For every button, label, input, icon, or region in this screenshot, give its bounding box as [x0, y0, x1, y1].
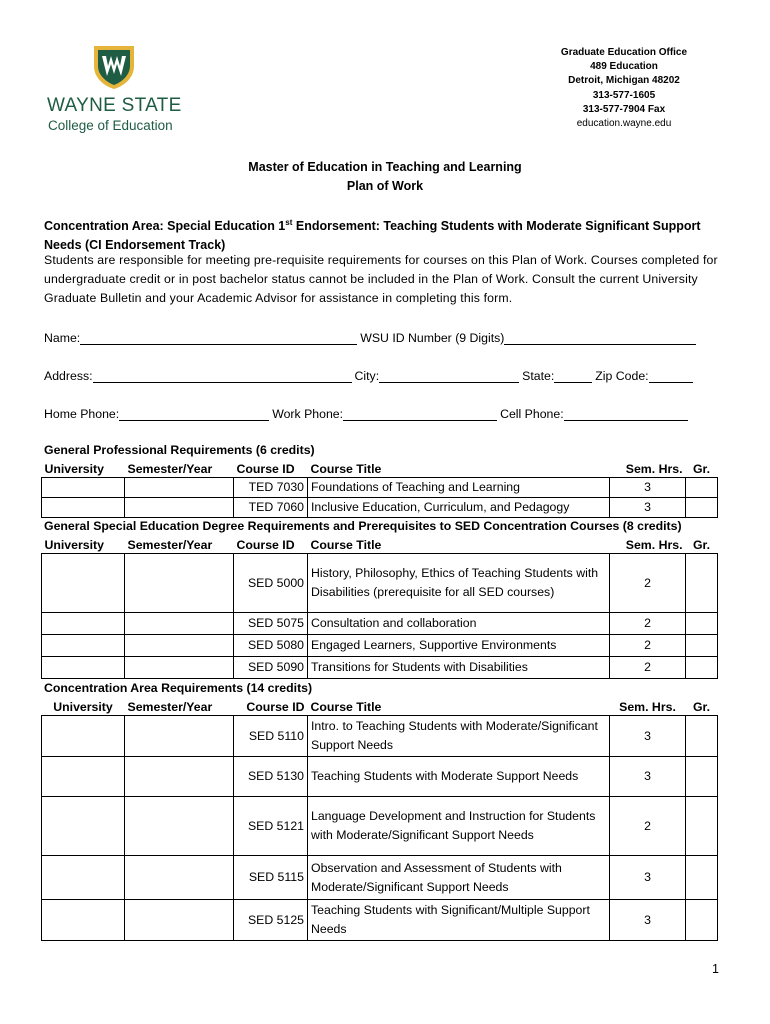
office-fax: 313-577-7904 Fax [582, 103, 666, 115]
semester-cell[interactable] [125, 856, 234, 900]
grade-cell[interactable] [686, 657, 718, 679]
col-university: University [42, 461, 125, 478]
semester-cell[interactable] [125, 478, 234, 498]
section-title-concentration-area: Concentration Area Requirements (14 credits) [44, 681, 313, 695]
col-grade: Gr. [686, 699, 718, 716]
university-cell[interactable] [42, 613, 125, 635]
home-phone-label: Home Phone: [44, 407, 120, 421]
course-title: Inclusive Education, Curriculum, and Pedagogy [308, 498, 610, 518]
university-cell[interactable] [42, 498, 125, 518]
college-name: College of Education [48, 118, 173, 133]
course-title: Engaged Learners, Supportive Environments [308, 635, 610, 657]
grade-cell[interactable] [686, 716, 718, 757]
course-title: Foundations of Teaching and Learning [308, 478, 610, 498]
course-id: SED 5130 [234, 757, 308, 797]
cell-phone-label: Cell Phone: [500, 407, 564, 421]
phone-row [44, 406, 691, 421]
course-title: Transitions for Students with Disabilities [308, 657, 610, 679]
course-title: Teaching Students with Moderate Support Needs [308, 757, 610, 797]
university-cell[interactable] [42, 797, 125, 856]
course-id: SED 5075 [234, 613, 308, 635]
course-title: Consultation and collaboration [308, 613, 610, 635]
table-header-row [42, 537, 718, 554]
address-field[interactable] [93, 368, 352, 383]
course-id: SED 5090 [234, 657, 308, 679]
grade-cell[interactable] [686, 635, 718, 657]
grade-cell[interactable] [686, 554, 718, 613]
sem-hrs: 3 [610, 716, 686, 757]
sem-hrs: 2 [610, 613, 686, 635]
wayne-state-shield-logo [92, 44, 136, 90]
work-phone-field[interactable] [343, 406, 497, 421]
col-university: University [42, 699, 125, 716]
document-subtitle: Plan of Work [346, 179, 424, 193]
university-cell[interactable] [42, 900, 125, 941]
general-professional-table [41, 461, 718, 518]
course-title: History, Philosophy, Ethics of Teaching Students with Disabilities (prerequisite for all SED courses) [308, 554, 610, 613]
semester-cell[interactable] [125, 797, 234, 856]
semester-cell[interactable] [125, 613, 234, 635]
concentration-heading: Concentration Area: Special Education 1st Endorsement: Teaching Students with Moderate Significant Support Needs (CI Endorsement Track) [44, 218, 701, 253]
course-id: TED 7030 [234, 478, 308, 498]
name-id-row [44, 330, 699, 345]
semester-cell[interactable] [125, 498, 234, 518]
col-grade: Gr. [686, 461, 718, 478]
table-row [42, 856, 718, 900]
grade-cell[interactable] [686, 478, 718, 498]
office-name: Graduate Education Office [560, 47, 688, 58]
sem-hrs: 3 [610, 900, 686, 941]
concentration-area-table [41, 699, 718, 941]
col-sem-hrs: Sem. Hrs. [610, 537, 686, 554]
wsu-id-label: WSU ID Number (9 Digits) [360, 331, 505, 345]
section-title-general-special-education: General Special Education Degree Requirements and Prerequisites to SED Concentration Courses (8 credits) [44, 519, 682, 533]
university-name: WAYNE STATE [47, 95, 182, 116]
sem-hrs: 2 [610, 797, 686, 856]
section-title-general-professional: General Professional Requirements (6 credits) [44, 443, 315, 457]
col-course-title: Course Title [308, 537, 610, 554]
col-course-title: Course Title [308, 699, 610, 716]
home-phone-field[interactable] [119, 406, 269, 421]
cell-phone-field[interactable] [564, 406, 688, 421]
col-course-id: Course ID [234, 699, 308, 716]
course-id: SED 5110 [234, 716, 308, 757]
instructions-paragraph: Students are responsible for meeting pre-requisite requirements for courses on this Plan of Work. Courses completed for undergraduate credit or in post bachelor status cannot be included in the Plan of Work. Consult the current University Graduate Bulletin and your Academic Advisor for assistance in completing this form. [44, 253, 718, 305]
city-field[interactable] [379, 368, 519, 383]
table-row [42, 657, 718, 679]
col-sem-hrs: Sem. Hrs. [610, 699, 686, 716]
table-row [42, 478, 718, 498]
table-header-row [42, 461, 718, 478]
office-phone: 313-577-1605 [592, 89, 656, 101]
grade-cell[interactable] [686, 757, 718, 797]
col-grade: Gr. [686, 537, 718, 554]
university-cell[interactable] [42, 657, 125, 679]
sem-hrs: 2 [610, 657, 686, 679]
course-id: SED 5000 [234, 554, 308, 613]
grade-cell[interactable] [686, 797, 718, 856]
col-semester: Semester/Year [125, 461, 234, 478]
course-title: Observation and Assessment of Students with Moderate/Significant Support Needs [308, 856, 610, 900]
zip-label: Zip Code: [595, 369, 649, 383]
semester-cell[interactable] [125, 554, 234, 613]
table-header-row [42, 699, 718, 716]
university-cell[interactable] [42, 554, 125, 613]
course-id: TED 7060 [234, 498, 308, 518]
table-row [42, 757, 718, 797]
document-title: Master of Education in Teaching and Learning [248, 160, 522, 174]
office-address-block [520, 46, 728, 131]
work-phone-label: Work Phone: [272, 407, 344, 421]
semester-cell[interactable] [125, 657, 234, 679]
state-field[interactable] [554, 368, 592, 383]
grade-cell[interactable] [686, 900, 718, 941]
state-label: State: [522, 369, 555, 383]
col-semester: Semester/Year [125, 699, 234, 716]
semester-cell[interactable] [125, 635, 234, 657]
sem-hrs: 3 [610, 478, 686, 498]
table-row [42, 716, 718, 757]
course-id: SED 5115 [234, 856, 308, 900]
university-cell[interactable] [42, 757, 125, 797]
grade-cell[interactable] [686, 856, 718, 900]
semester-cell[interactable] [125, 716, 234, 757]
table-row [42, 613, 718, 635]
course-title: Intro. to Teaching Students with Moderate/Significant Support Needs [308, 716, 610, 757]
office-building: 489 Education [590, 61, 658, 73]
sem-hrs: 3 [610, 856, 686, 900]
table-row [42, 635, 718, 657]
col-university: University [42, 537, 125, 554]
course-id: SED 5125 [234, 900, 308, 941]
city-label: City: [354, 369, 380, 383]
course-id: SED 5080 [234, 635, 308, 657]
sem-hrs: 2 [610, 554, 686, 613]
sem-hrs: 3 [610, 757, 686, 797]
table-row [42, 554, 718, 613]
name-field[interactable] [80, 330, 357, 345]
table-row [42, 900, 718, 941]
address-label: Address: [44, 369, 93, 383]
zip-field[interactable] [649, 368, 693, 383]
semester-cell[interactable] [125, 757, 234, 797]
col-course-id: Course ID [234, 537, 308, 554]
table-row [42, 797, 718, 856]
sem-hrs: 2 [610, 635, 686, 657]
col-course-id: Course ID [234, 461, 308, 478]
col-semester: Semester/Year [125, 537, 234, 554]
grade-cell[interactable] [686, 498, 718, 518]
semester-cell[interactable] [125, 900, 234, 941]
office-city: Detroit, Michigan 48202 [568, 75, 680, 87]
col-course-title: Course Title [308, 461, 610, 478]
grade-cell[interactable] [686, 613, 718, 635]
general-special-education-table [41, 537, 718, 679]
course-title: Teaching Students with Significant/Multiple Support Needs [308, 900, 610, 941]
name-label: Name: [44, 331, 81, 345]
page-number: 1 [712, 962, 719, 976]
sem-hrs: 3 [610, 498, 686, 518]
university-cell[interactable] [42, 478, 125, 498]
university-cell[interactable] [42, 856, 125, 900]
course-id: SED 5121 [234, 797, 308, 856]
col-sem-hrs: Sem. Hrs. [610, 461, 686, 478]
office-website: education.wayne.edu [576, 118, 672, 130]
university-cell[interactable] [42, 635, 125, 657]
wsu-id-field[interactable] [504, 330, 696, 345]
table-row [42, 498, 718, 518]
course-title: Language Development and Instruction for Students with Moderate/Significant Support Needs [308, 797, 610, 856]
address-row [44, 368, 696, 383]
university-cell[interactable] [42, 716, 125, 757]
